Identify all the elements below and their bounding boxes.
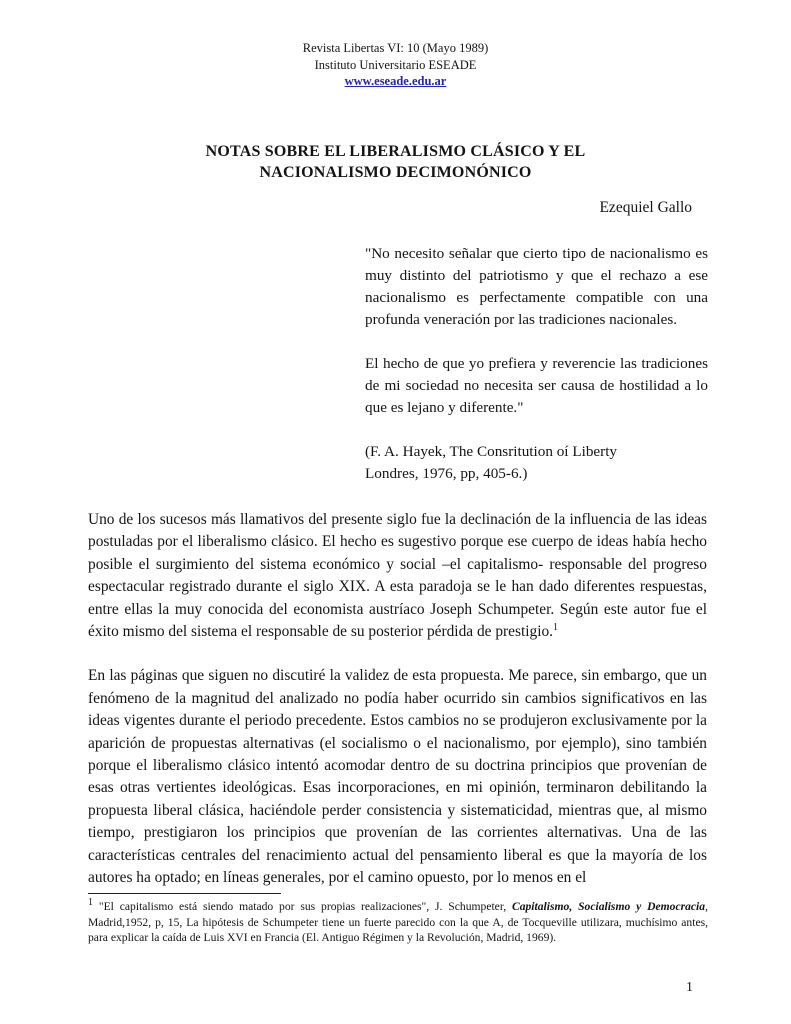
footnote-text-pre: "El capitalismo está siendo matado por sus propias realizaciones", J. Schumpeter,	[93, 900, 512, 913]
epigraph-paragraph-2: El hecho de que yo prefiera y reverencie las tradiciones de mi sociedad no necesita ser causa de hostilidad a lo que es lejano y diferente."	[365, 355, 708, 416]
article-title	[0, 141, 791, 183]
footnote-text-post: , Madrid,1952, p, 15, La hipótesis de Schumpeter tiene un fuerte parecido con la que A, de Tocqueville utilizara, muchísimo antes, para explicar la caída de Luis XVI en Francia (El. Antiguo Régimen y la Revolución, Madrid, 1969).	[88, 900, 708, 945]
journal-website-row	[0, 73, 791, 90]
journal-header	[0, 40, 791, 90]
epigraph-citation-line2: Londres, 1976, pp, 405-6.)	[365, 465, 528, 482]
journal-website-link[interactable]: www.eseade.edu.ar	[344, 74, 447, 88]
page-number: 1	[686, 980, 693, 995]
epigraph-citation-line1: (F. A. Hayek, The Consritution oí Liberty	[365, 443, 618, 460]
article-title-line2: NACIONALISMO DECIMONÓNICO	[259, 164, 532, 181]
journal-institution: Instituto Universitario ESEADE	[314, 57, 477, 72]
journal-title: Revista Libertas VI: 10 (Mayo 1989)	[302, 41, 489, 55]
footnote-separator-rule	[88, 893, 281, 894]
article-body	[88, 509, 707, 890]
epigraph-quote-block	[365, 243, 708, 485]
body-paragraph-1	[88, 509, 707, 643]
author-name: Ezequiel Gallo	[599, 199, 692, 216]
epigraph-paragraph-1: "No necesito señalar que cierto tipo de nacionalismo es muy distinto del patriotismo y que el rechazo a ese nacionalismo es perfectamente compatible con una profunda veneración por las tradiciones nacionales.	[365, 245, 708, 328]
body-paragraph-2: En las páginas que siguen no discutiré la validez de esta propuesta. Me parece, sin embargo, que un fenómeno de la magnitud del analizado no podía haber ocurrido sin cambios significativos en las ideas vigentes durante el periodo precedente. Estos cambios no se produjeron exclusivamente por la aparición de propuestas alternativas (el socialismo o el nacionalismo, por ejemplo), sino también porque el liberalismo clásico intentó acomodar dentro de su doctrina principios que provenían de esas otras vertientes ideológicas. Esas incorporaciones, en mi opinión, terminaron debilitando la propuesta liberal clásica, haciéndole perder consistencia y sistematicidad, mientras que, al mismo tiempo, prestigiaron los principios que provenían de las corrientes alternativas. Una de las características centrales del renacimiento actual del pensamiento liberal es que la mayoría de los autores ha optado; en líneas generales, por el camino opuesto, por lo menos en el	[88, 667, 707, 887]
footnote	[88, 899, 708, 946]
body-paragraph-1-text: Uno de los sucesos más llamativos del presente siglo fue la declinación de la influencia de las ideas postuladas por el liberalismo clásico. El hecho es sugestivo porque ese cuerpo de ideas había hecho posible el surgimiento del sistema económico y social –el capitalismo- responsable del progreso espectacular registrado durante el siglo XIX. A esta paradoja se le han dado diferentes respuestas, entre ellas la muy conocida del economista austríaco Joseph Schumpeter. Según este autor fue el éxito mismo del sistema el responsable de su posterior pérdida de prestigio.	[88, 511, 707, 641]
footnote-reference-marker: 1	[553, 621, 559, 633]
footnote-marker: 1	[88, 897, 93, 909]
article-title-line1: NOTAS SOBRE EL LIBERALISMO CLÁSICO Y EL	[205, 143, 586, 160]
footnote-book-title: Capitalismo, Socialismo y Democracia	[511, 900, 706, 913]
epigraph-citation	[365, 441, 708, 485]
